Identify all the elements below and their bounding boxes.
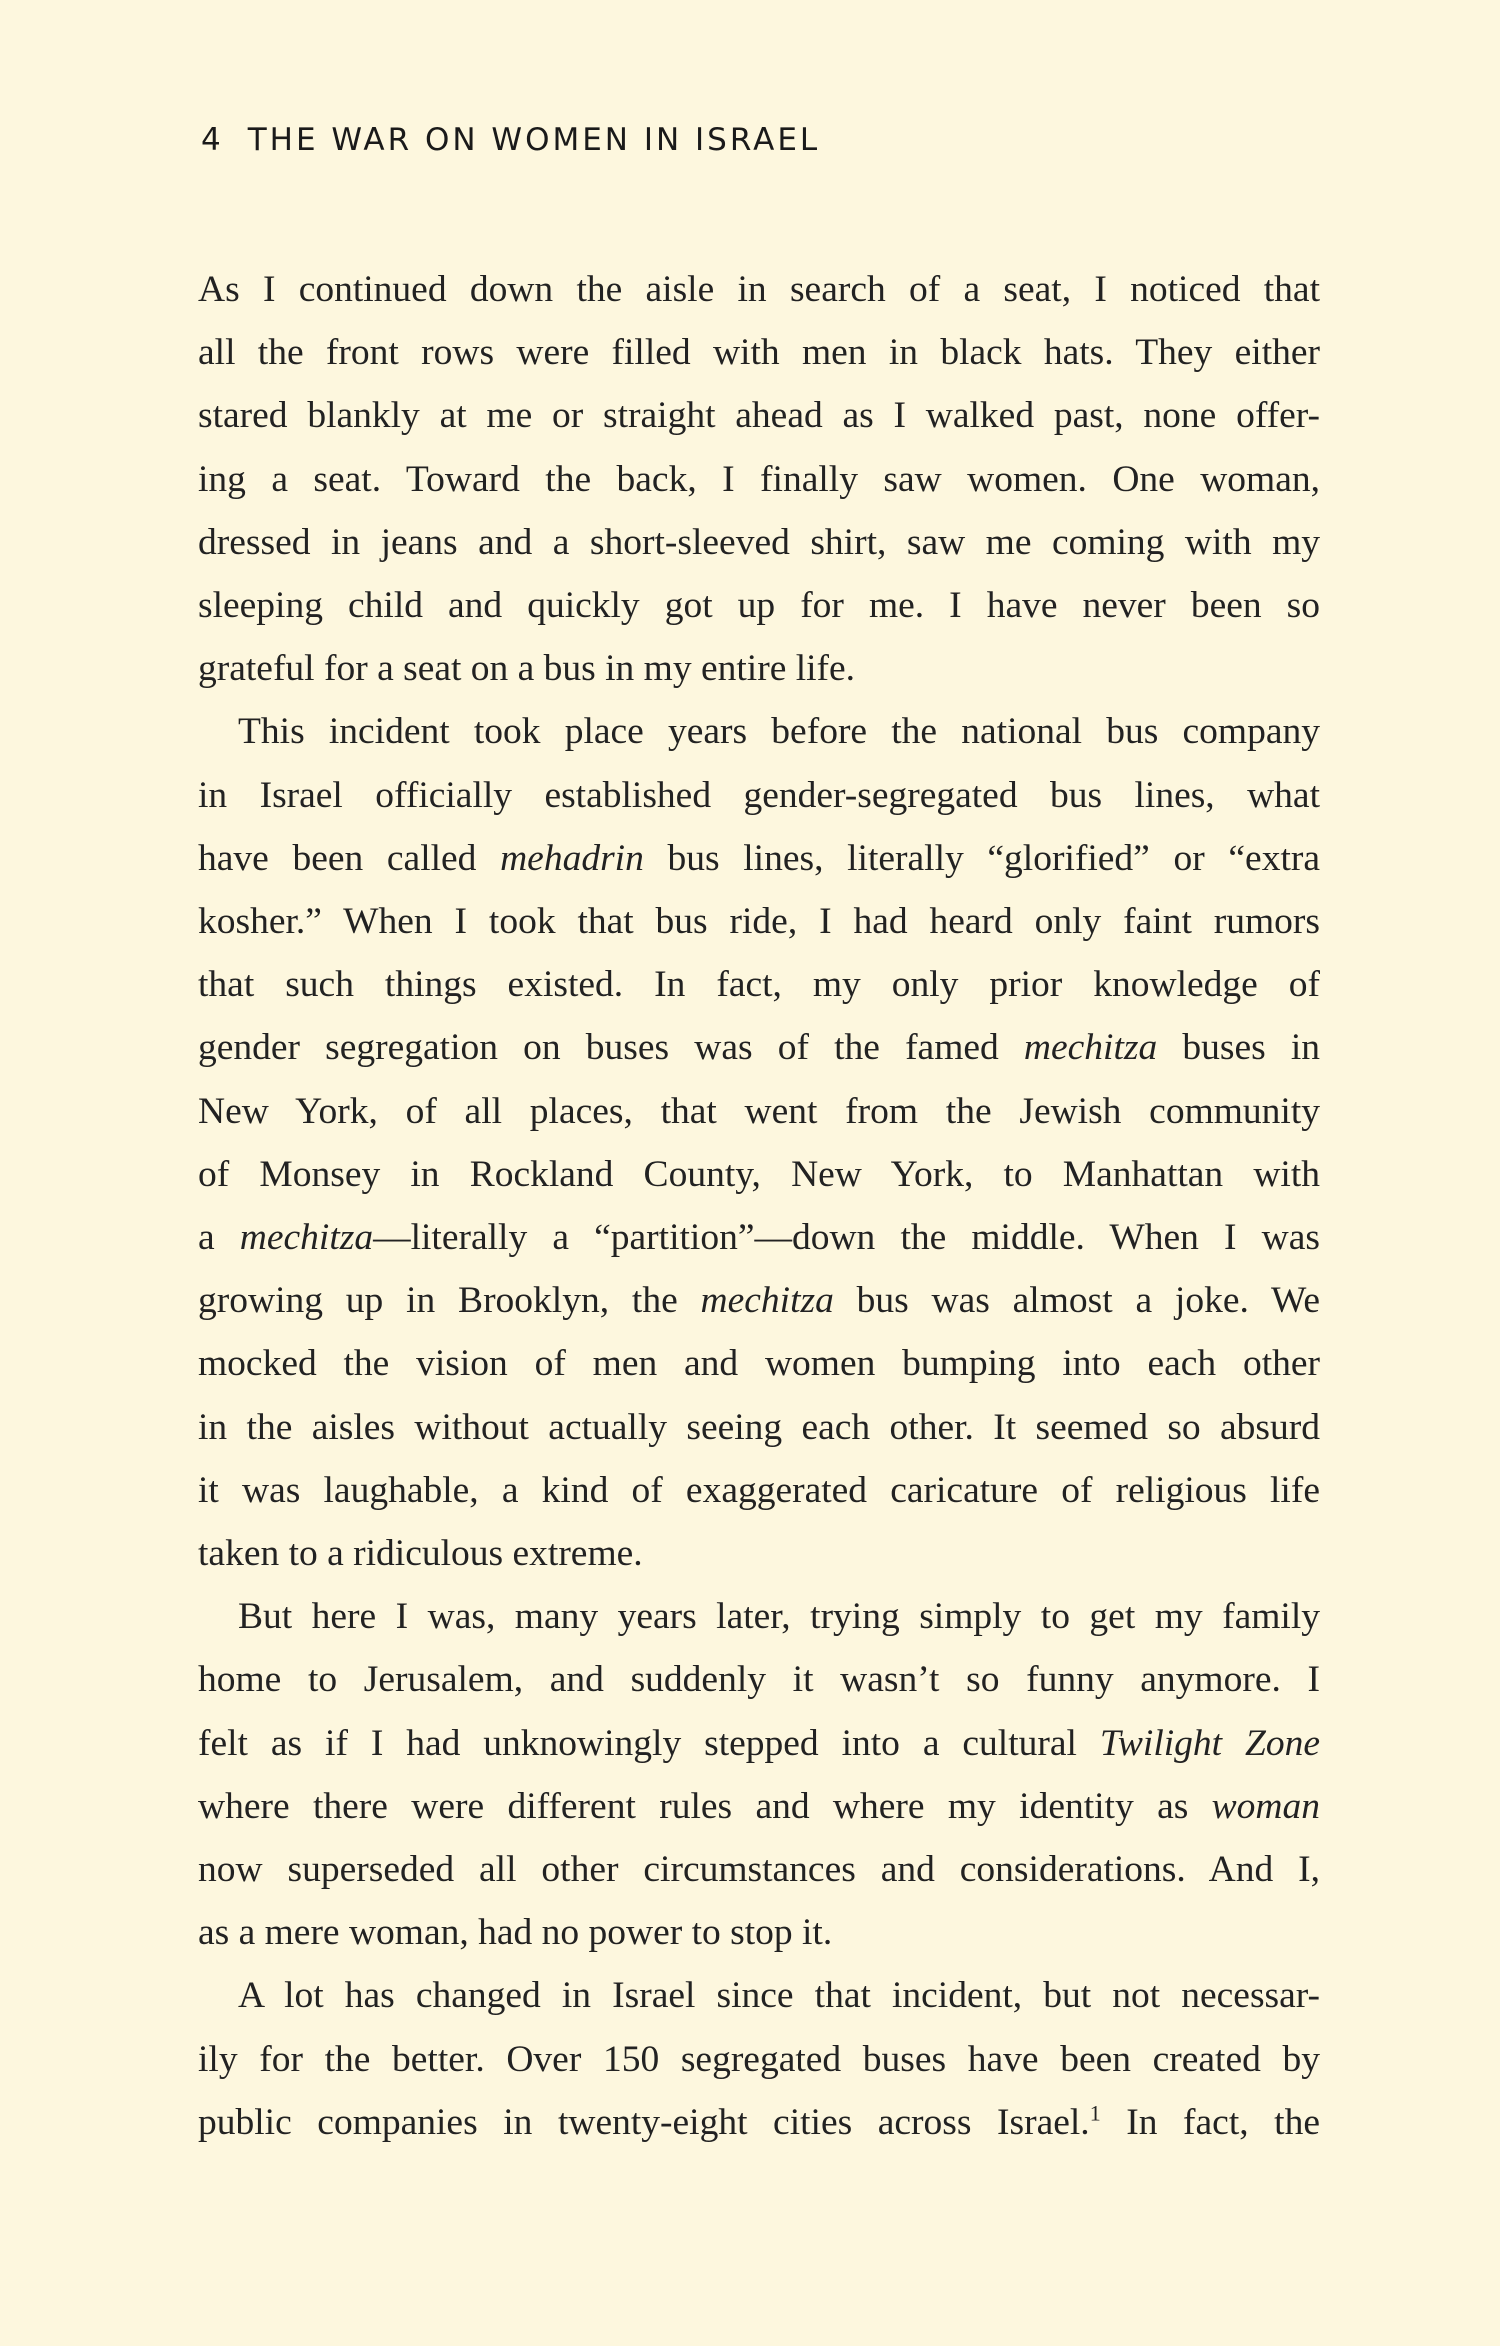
text-line: where there were different rules and where my identity as woman: [198, 1785, 1320, 1827]
text-line: As I continued down the aisle in search of a seat, I noticed that: [198, 269, 1320, 310]
text-line: all the front rows were filled with men in black hats. They either: [198, 332, 1320, 374]
text-line: gender segregation on buses was of the famed mechitza buses in: [198, 1027, 1320, 1069]
text-line: have been called mehadrin bus lines, literally “glorified” or “extra: [198, 837, 1320, 879]
paragraph: [198, 258, 1320, 700]
italic-term: woman: [1211, 1785, 1320, 1827]
italic-term: mechitza: [1023, 1027, 1158, 1069]
text-line: as a mere woman, had no power to stop it.: [198, 1912, 833, 1954]
text-line: dressed in jeans and a short-sleeved shirt, saw me coming with my: [198, 521, 1320, 563]
text-line: taken to a ridiculous extreme.: [198, 1533, 643, 1575]
text-line: felt as if I had unknowingly stepped into a cultural Twilight Zone: [198, 1722, 1320, 1764]
text-line: ily for the better. Over 150 segregated buses have been created by: [198, 2038, 1320, 2080]
text-line: that such things existed. In fact, my only prior knowledge of: [198, 964, 1320, 1006]
body-text: [198, 258, 1320, 2154]
text-line: home to Jerusalem, and suddenly it wasn’t so funny anymore. I: [198, 1659, 1320, 1701]
page-number: 4: [201, 122, 224, 158]
italic-term: mechitza: [239, 1217, 374, 1259]
footnote-ref[interactable]: 1: [1089, 2100, 1101, 2126]
text-line: of Monsey in Rockland County, New York, to Manhattan with: [198, 1153, 1320, 1195]
text-line: kosher.” When I took that bus ride, I had heard only faint rumors: [198, 901, 1320, 943]
text-line: it was laughable, a kind of exaggerated caricature of religious life: [198, 1469, 1320, 1511]
text-line: stared blankly at me or straight ahead as I walked past, none offer-: [198, 395, 1320, 437]
text-line: ing a seat. Toward the back, I finally saw women. One woman,: [198, 458, 1320, 500]
text-line: now superseded all other circumstances and considerations. And I,: [198, 1849, 1320, 1891]
text-line: growing up in Brooklyn, the mechitza bus was almost a joke. We: [198, 1280, 1320, 1322]
text-line: a mechitza—literally a “partition”—down the middle. When I was: [198, 1217, 1320, 1259]
paragraph: [198, 1964, 1320, 2154]
text-line: New York, of all places, that went from the Jewish community: [198, 1090, 1320, 1132]
book-title: THE WAR ON WOMEN IN ISRAEL: [247, 122, 821, 158]
running-head: [201, 122, 820, 158]
italic-term: Twilight Zone: [1099, 1722, 1320, 1764]
text-line: But here I was, many years later, trying simply to get my family: [238, 1596, 1320, 1638]
italic-term: mechitza: [700, 1280, 834, 1322]
text-line: grateful for a seat on a bus in my entire life.: [198, 648, 856, 690]
text-line: in Israel officially established gender-segregated bus lines, what: [198, 774, 1320, 816]
text-line: in the aisles without actually seeing each other. It seemed so absurd: [198, 1406, 1320, 1448]
italic-term: mehadrin: [500, 837, 644, 879]
text-line: sleeping child and quickly got up for me. I have never been so: [198, 585, 1320, 627]
text-line: mocked the vision of men and women bumping into each other: [198, 1343, 1320, 1385]
text-line: public companies in twenty-eight cities across Israel.$^1$ In fact, the: [198, 2100, 1320, 2143]
paragraph: [198, 1585, 1320, 1964]
text-line: This incident took place years before the national bus company: [238, 711, 1320, 753]
paragraph: [198, 700, 1320, 1585]
text-line: A lot has changed in Israel since that incident, but not necessar-: [238, 1975, 1320, 2017]
